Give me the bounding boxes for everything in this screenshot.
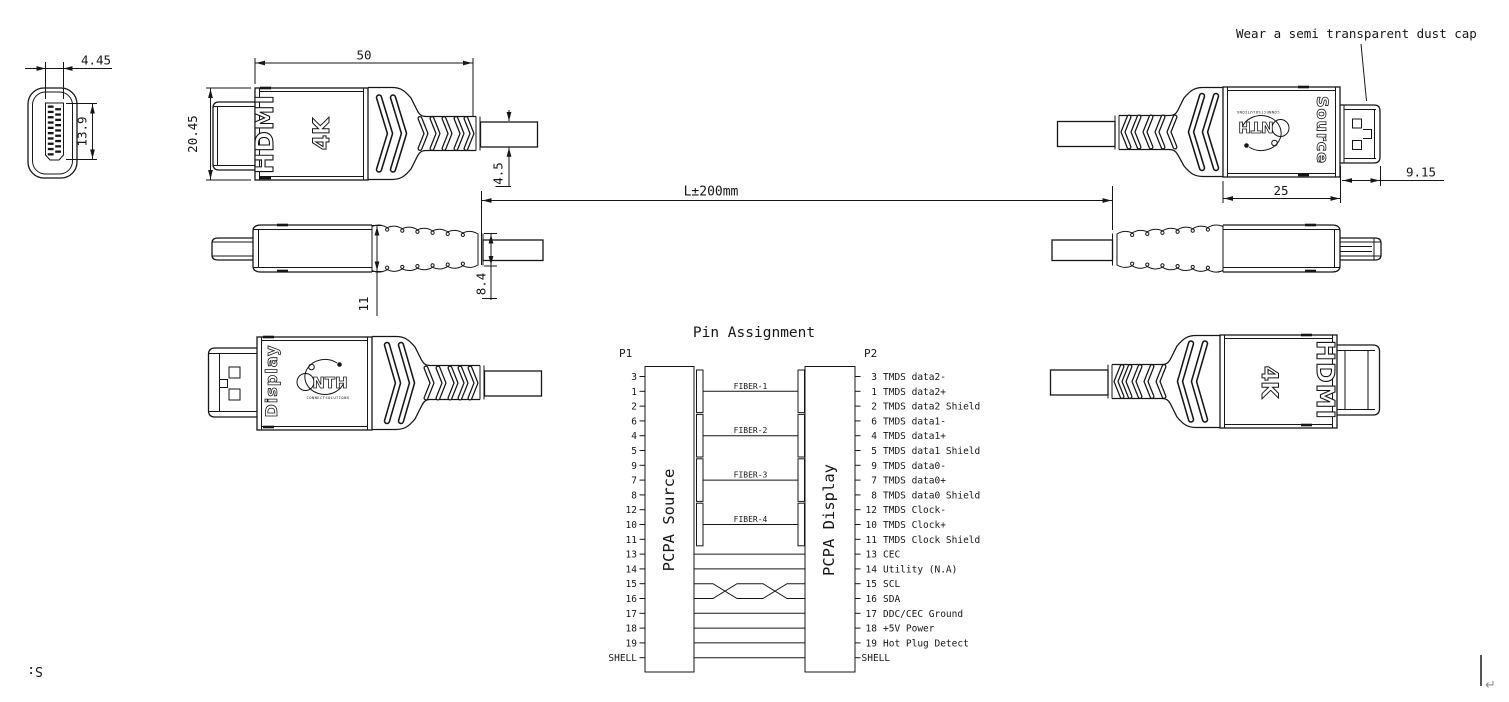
boot-curl [431,231,434,234]
strain-relief-chevrons [379,98,472,170]
p2-pin-label: TMDS data2 Shield [883,401,981,413]
plug-hole [1353,141,1362,150]
p2-pin-label: SHELL [861,653,891,665]
p1-pin-number: 7 [631,475,637,487]
p2-pin-number: 13 [865,549,877,561]
receptacle-pin [55,124,61,126]
p2-pin-label: Hot Plug Detect [883,638,969,650]
dim-housing-length-value: 50 [356,47,372,63]
receptacle-pin [55,140,61,142]
pin-assignment-title: Pin Assignment [692,325,816,341]
dim-front-height [66,104,97,160]
boot-curl [1176,265,1179,268]
pin-assignment-diagram [608,325,980,672]
plug-notch [1363,130,1372,139]
logo-dot-open [1272,140,1278,146]
chevron-slot-inner [1124,367,1130,397]
dim-source-housing-length-value: 25 [1273,183,1289,198]
dim-boot-end-diameter-value: 8.4 [473,272,489,296]
mold-mark [1301,424,1312,427]
p2-pin-label: TMDS data1+ [883,431,946,443]
source-engraving: Source [1313,95,1332,165]
boot-curl [416,265,419,268]
boot-curl [1131,262,1134,265]
p2-pin-number: 5 [871,446,877,457]
p1-pin-number: 3 [631,372,637,383]
dim-boot-end-diameter [474,234,498,301]
strain-relief-chevrons [1116,344,1205,420]
mold-mark [260,87,271,90]
chevron-slot-inner [460,368,466,398]
receptacle-pin [55,135,61,137]
brand-logo [297,359,350,400]
page-marks [27,655,1496,693]
brand-subtext: CONNECTSOLUTIONS [1236,110,1280,115]
fiber-label: FIBER-2 [733,426,768,436]
boot-curl [431,264,434,267]
fiber-tab [697,503,704,546]
wavy-edge [372,225,478,234]
receptacle-pin [48,153,54,155]
receptacle-pin [55,145,61,147]
strain-relief-chevrons [1123,96,1216,168]
receptacle-pin [55,129,61,131]
p2-pin-number: 9 [871,460,877,472]
p2-pin-number: 2 [871,401,877,413]
chevron-slot-inner [456,119,462,149]
p2-pin-number: 16 [865,594,877,605]
dust-cap-note: Wear a semi transparent dust cap [1236,26,1477,41]
p1-pin-number: 9 [631,460,637,472]
boot-curl [1191,229,1194,232]
chevron-slot-inner [426,368,432,398]
chevron-slot-inner [1123,117,1129,147]
front-view [25,53,112,179]
boot-curl [1176,230,1179,233]
p2-pin-label: TMDS data1- [883,416,946,428]
receptacle-pin [55,113,61,115]
fiber-label: FIBER-3 [733,470,768,480]
p2-pin-number: 19 [865,638,877,650]
dim-source-housing-length [1223,166,1341,203]
receptacle-pin [48,143,54,145]
boot-curl [446,263,449,266]
display-engraving: Display [262,344,281,418]
chevron-slot-inner [1116,367,1122,397]
p2-pin-label: TMDS data0 Shield [883,490,981,502]
p2-pin-label: TMDS data2+ [883,386,946,398]
chevron-slot-inner [1146,367,1152,397]
receptacle-pin [55,108,61,110]
dim-housing-top-height [356,226,382,317]
fiber-label: FIBER-1 [733,381,768,391]
chevron-slot-inner [1158,367,1164,397]
p2-pin-number: 8 [871,490,877,502]
mold-mark [260,177,271,180]
p2-pin-label: TMDS Clock- [883,505,946,517]
p1-pin-number: 19 [625,638,637,650]
cable [483,240,543,261]
chevron-slot-inner [450,368,456,398]
chevron-slot-inner [1145,117,1151,147]
p2-pin-number: 14 [865,564,877,576]
p1-pin-number: 8 [631,490,637,502]
p2-pin-number: 10 [865,520,877,531]
fiber-tab [697,459,704,502]
chevron-slot-inner [1157,117,1163,147]
p2-box-label: PCPA Display [820,464,838,576]
p2-pin-number: 7 [871,475,877,487]
p1-pin-number: 4 [631,431,637,443]
boot-curl [1206,228,1209,231]
chevron-slot-inner [444,119,450,149]
4k-engraving: 4K [1256,365,1281,399]
p2-pin-number: 11 [865,534,877,546]
plug-hole [229,367,240,378]
fiber-tab [798,503,805,546]
p2-pin-number: 6 [871,416,877,428]
p2-pin-label: +5V Power [883,623,935,635]
p2-pin-label: SCL [883,579,901,591]
p1-pin-number: 16 [625,594,637,605]
mold-mark [1298,86,1309,89]
receptacle-pin [48,127,54,129]
p2-pin-number: 12 [865,505,877,517]
p1-pin-number: 13 [625,549,637,561]
twisted-pair-wire [694,584,805,599]
cable [481,122,538,147]
4k-engraving: 4K [310,117,335,151]
p2-label: P2 [864,347,878,360]
mold-mark [277,224,288,227]
chevron-slot-inner [466,119,472,149]
leader-line [1361,44,1367,101]
plug-hole [1353,119,1362,128]
top-view-right-connector [1052,224,1381,273]
receptacle-pin [48,121,54,123]
logo-dot-filled [337,362,342,367]
receptacle-pin [48,137,54,139]
boot-curl [446,232,449,235]
p1-pin-number: 6 [631,416,637,428]
boot-curl [386,266,389,269]
p2-pin-number: 4 [871,431,877,443]
dim-housing-top-height-value: 11 [356,296,371,312]
p2-pin-number: 18 [865,623,877,635]
cable [1052,240,1113,261]
brand-subtext: CONNECTSOLUTIONS [306,395,350,400]
mold-mark [1305,224,1316,227]
chevron-slot-inner [1134,367,1140,397]
boot-curl [1131,233,1134,236]
receptacle-pin [55,151,61,153]
p2-pin-label: TMDS data0+ [883,475,946,487]
fiber-tab [697,370,704,413]
cable [1058,122,1116,147]
boot-curl [1206,266,1209,269]
dim-front-width-value: 4.45 [80,52,112,68]
logo-dot-open [309,364,315,370]
mold-mark [1305,270,1316,273]
boot-curl [1161,231,1164,234]
chevron-slot-inner [470,368,476,398]
p1-pin-number: 18 [625,623,637,635]
chevron-slot-inner [1133,117,1139,147]
chevron-slot-inner [438,368,444,398]
top-view-left-connector [212,224,543,316]
p2-pin-label: TMDS data2- [883,372,946,383]
dim-cable-diameter-value: 4.5 [490,162,506,185]
p2-pin-label: TMDS Clock Shield [883,534,981,546]
hdmi-engraving: HDMI [250,94,279,174]
dim-housing-height-value: 20.45 [185,115,200,153]
p1-pin-number: 11 [625,534,637,546]
p1-box-label: PCPA Source [660,468,678,572]
chevron-slot-inner [432,119,438,149]
fiber-label: FIBER-4 [733,515,768,524]
p1-pin-number: 15 [625,579,637,591]
boot-wavy-texture [1117,225,1223,272]
dim-front-width [25,53,112,100]
p2-pin-number: 17 [865,608,877,620]
wavy-edge [1117,225,1223,234]
logo-dot-filled [1244,143,1249,148]
p2-pin-label: CEC [883,549,901,561]
fiber-tab [798,459,805,502]
fiber-tab [798,370,805,413]
twisted-pair-wire [694,584,805,599]
dust-cap-annotation [1236,26,1477,101]
boot-curl [1146,232,1149,235]
dim-plug-length-value: 9.15 [1405,164,1437,180]
p2-pin-label: SDA [883,594,901,605]
boot-curl [401,229,404,232]
mold-mark [1301,334,1312,337]
plug-notch [220,380,228,388]
dim-plug-length [1342,165,1444,187]
boot-curl [386,228,389,231]
dim-cable-length-value: L±200mm [683,184,739,200]
p2-pin-number: 1 [871,386,877,398]
hdmi-engraving: HDMI [1311,340,1340,420]
p1-pin-number: 17 [625,608,637,620]
p1-label: P1 [619,347,633,360]
mold-mark [263,426,274,429]
boot-curl [1191,265,1194,268]
side-view-4k-connector [1051,334,1380,428]
plug-hole [229,389,240,400]
receptacle-pin [55,119,61,121]
mold-mark [263,336,274,339]
brand-text: NTH [312,374,348,392]
p1-pin-number: 12 [625,505,637,517]
receptacle-pin [48,148,54,150]
boot-curl [1146,263,1149,266]
side-view-display-connector [209,336,542,430]
side-view-main-connector [185,48,538,187]
p1-pin-number: 10 [625,520,637,531]
p2-pin-number: 15 [865,579,877,591]
p2-pin-label: TMDS data1 Shield [883,446,981,457]
p2-pin-label: TMDS Clock+ [883,520,946,531]
chevron-slot-inner [420,119,426,149]
mold-mark [1298,174,1309,177]
p1-pin-number: 5 [631,446,637,457]
receptacle-pin [48,111,54,113]
brand-text: NTH [1238,118,1274,136]
chevron-slot-inner [1169,117,1175,147]
p2-pin-label: Utility (N.A) [883,564,958,576]
receptacle-pins [48,106,61,156]
p2-pin-label: DDC/CEC Ground [883,608,964,620]
fiber-tab [697,414,704,457]
p1-pin-number: 1 [631,386,637,398]
boot-curl [461,233,464,236]
boot-curl [1161,264,1164,267]
paragraph-return-mark: ↵ [1485,678,1496,693]
brand-logo [1236,110,1289,151]
p2-pin-number: 3 [871,372,877,383]
cable [1051,370,1109,395]
p2-pin-label: TMDS data0- [883,460,946,472]
p1-pin-number: SHELL [608,653,637,665]
fiber-tab [798,414,805,457]
dim-cable-length [482,185,1113,266]
boot-wavy-texture [372,225,478,272]
p1-pin-number: 14 [625,564,637,576]
dim-front-height-value: 13.9 [74,116,90,147]
side-view-source-connector [1058,26,1477,203]
receptacle-pin [48,106,54,108]
cable [485,371,542,396]
corner-mark: S: [27,663,43,678]
mold-mark [277,270,288,273]
boot-curl [461,262,464,265]
boot-curl [416,230,419,233]
receptacle-pin [48,132,54,134]
receptacle-pin [48,116,54,118]
p1-pin-number: 2 [631,401,637,413]
strain-relief-chevrons [387,345,476,421]
boot-curl [401,265,404,268]
